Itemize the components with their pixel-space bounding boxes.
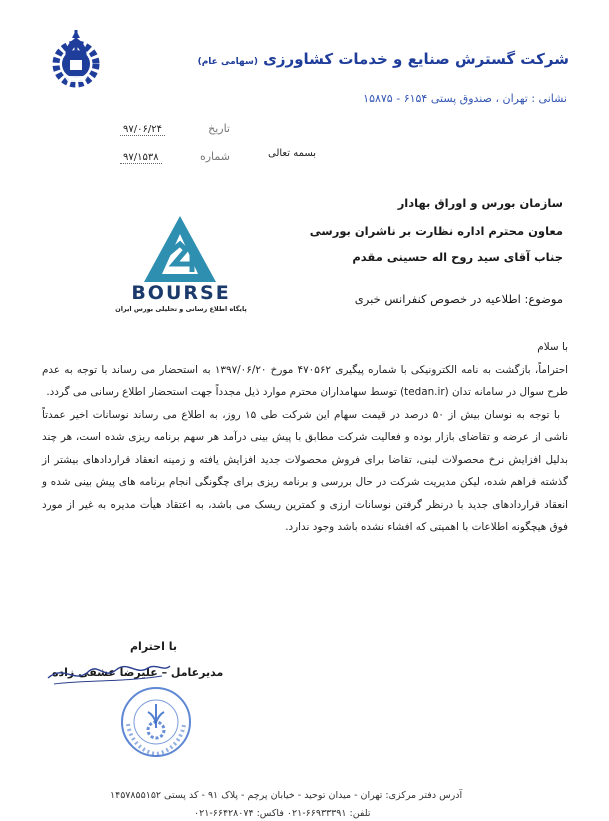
- closing-regards: با احترام: [130, 640, 177, 653]
- body-paragraph-1: احتراماً، بازگشت به نامه الکترونیکی با شماره پیگیری ۴۷۰۵۶۲ مورخ ۱۳۹۷/۰۶/۲۰ به استحضار می رساند با توجه به عدم طرح سوال در سامانه تدان (tedan.ir) توسط سهامداران محترم موارد ذیل مجدداً جهت استحضار اطلاع رسانی می گردد.: [42, 363, 569, 398]
- addressee-org: سازمان بورس و اوراق بهادار: [397, 196, 563, 210]
- body-paragraph-2: با توجه به نوسان بیش از ۵۰ درصد در قیمت سهام این شرکت طی ۱۵ روز، به اطلاع می رساند نوسانات اخیر عمدتاً ناشی از عرضه و تقاضای بازار بوده و فعالیت شرکت مطابق با پیش بینی درآمد هر سهم برنامه ریزی شده است، هر چند بدلیل افزایش نرخ محصولات لبنی، تقاضا برای فروش محصولات جدید افزایش یافته و زمینه انعقاد قراردادهای بیشتر از گذشته فراهم شده، لیکن مدیریت شرکت در حال بررسی و برنامه ریزی برای چگونگی انجام برنامه های پیش بینی شده و انعقاد قراردادهای جدید با درنظر گرفتن نوسانات ارزی و کمترین ریسک می باشد، به اعتقاد هیأت مدیره به غیر از مورد فوق هیچگونه اطلاعات با اهمیتی که افشاء نشده باشد وجود ندارد.: [42, 408, 568, 533]
- number-label: شماره: [199, 150, 230, 163]
- date-label: تاریخ: [208, 122, 230, 135]
- bourse-caption: پایگاه اطلاع رسانی و تحلیلی بورس ایران: [115, 305, 247, 313]
- addressee-person: جناب آقای سید روح اله حسینی مقدم: [352, 250, 563, 264]
- signatory-name: مدیرعامل – علیرضا عشقی زاده: [52, 666, 224, 679]
- letter-body: [42, 336, 568, 539]
- company-name: [198, 50, 569, 68]
- company-type: (سهامی عام): [197, 57, 258, 67]
- letter-number: [120, 150, 230, 164]
- number-value: ۹۷/۱۵۳۸: [120, 152, 162, 164]
- company-stamp: [118, 684, 194, 760]
- date-value: ۹۷/۰۶/۲۴: [120, 124, 165, 136]
- bourse-wordmark: BOURSE: [131, 282, 231, 304]
- footer-address: آدرس دفتر مرکزی: تهران - میدان توحید - خیابان پرچم - پلاک ۹۱ - کد پستی ۱۴۵۷۸۵۵۱۵۲: [110, 790, 463, 801]
- company-name-text: شرکت گسترش صنایع و خدمات کشاورزی: [263, 50, 569, 68]
- besmeh: بسمه تعالی: [268, 148, 317, 159]
- company-logo: [44, 24, 108, 90]
- letter-subject: موضوع: اطلاعیه در خصوص کنفرانس خبری: [354, 292, 563, 306]
- greeting: با سلام: [537, 341, 568, 353]
- addressee-dept: معاون محترم اداره نظارت بر ناشران بورسی: [309, 224, 563, 238]
- company-address: نشانی : تهران ، صندوق پستی ۶۱۵۴ - ۱۵۸۷۵: [363, 92, 567, 105]
- bourse-logo-icon: [114, 214, 246, 284]
- footer-phone: تلفن: ۶۶۹۳۳۳۹۱-۰۲۱ فاکس: ۶۶۴۲۸۰۷۴-۰۲۱: [194, 808, 371, 819]
- letter-date: [120, 122, 230, 136]
